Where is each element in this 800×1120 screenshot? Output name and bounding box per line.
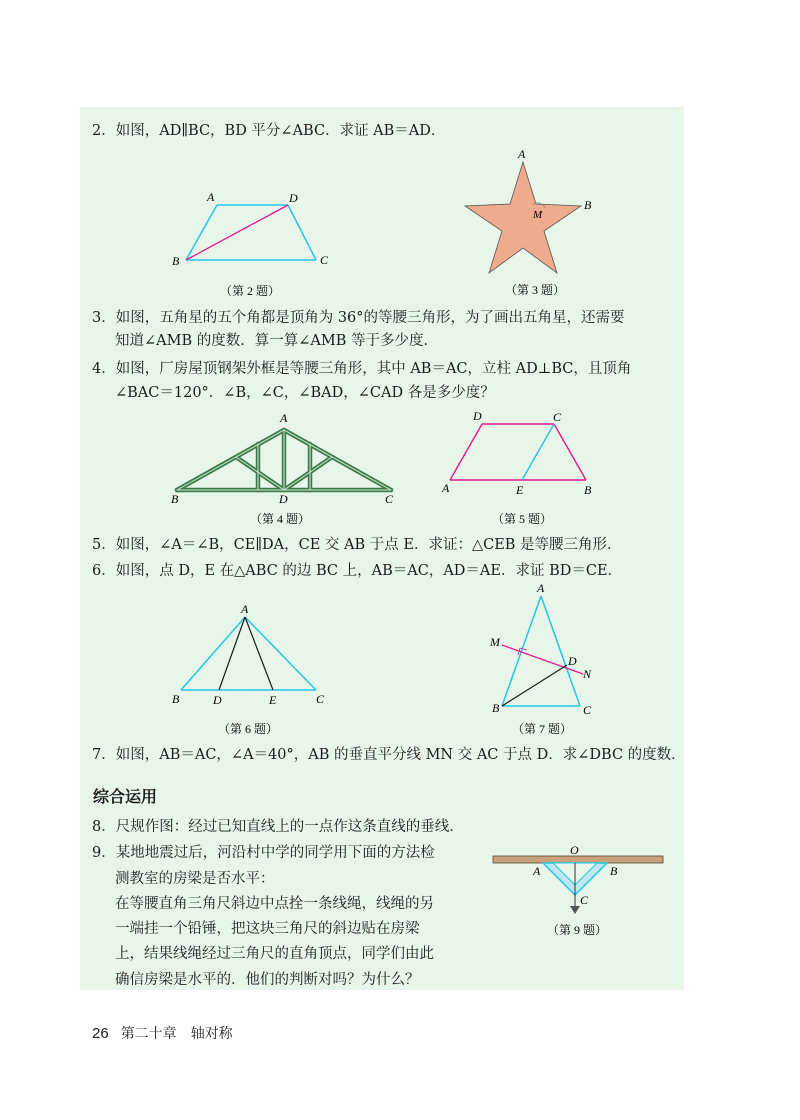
figure-6 — [170, 600, 350, 740]
label-b: B — [610, 864, 618, 878]
problem-3-line-1: 3．如图，五角星的五个角都是顶角为 36°的等腰三角形，为了画出五角星，还需要 — [92, 310, 625, 326]
problem-4-line-1: 4．如图，厂房屋顶钢架外框是等腰三角形，其中 AB＝AC，立柱 AD⊥BC，且顶角 — [92, 361, 632, 377]
segment-ad — [219, 617, 245, 690]
label-c: C — [385, 492, 394, 506]
label-o: O — [570, 843, 579, 857]
problem-7: 7．如图，AB＝AC，∠A＝40°，AB 的垂直平分线 MN 交 AC 于点 D．求∠DBC 的度数． — [92, 747, 686, 763]
figure-4 — [165, 410, 405, 530]
segment-bd — [502, 665, 567, 706]
star-shape — [465, 162, 581, 273]
beam — [493, 856, 663, 863]
caption-2: （第 2 题） — [220, 284, 281, 298]
figure-7 — [480, 580, 630, 740]
label-d: D — [568, 654, 577, 668]
problem-9-line-6: 确信房梁是水平的．他们的判断对吗？为什么？ — [115, 972, 420, 988]
caption-3: （第 3 题） — [505, 283, 566, 297]
problem-3-line-2: 知道∠AMB 的度数．算一算∠AMB 等于多少度． — [115, 333, 438, 349]
problem-6: 6．如图，点 D，E 在△ABC 的边 BC 上，AB＝AC，AD＝AE．求证 BD＝CE． — [92, 563, 623, 579]
label-c: C — [553, 410, 562, 424]
label-c: C — [320, 253, 329, 267]
label-a: A — [537, 581, 545, 595]
segment-ae — [245, 617, 273, 690]
problem-5: 5．如图，∠A＝∠B，CE∥DA，CE 交 AB 于点 E．求证：△CEB 是等腰三角形． — [92, 537, 622, 553]
label-d: D — [279, 492, 288, 506]
section-title: 综合运用 — [93, 787, 158, 806]
label-d: D — [473, 409, 482, 423]
label-a: A — [442, 481, 450, 495]
figure-2 — [160, 185, 360, 303]
figure-5 — [440, 410, 610, 530]
label-c: C — [583, 703, 592, 717]
segment-da — [450, 424, 482, 480]
problem-9-line-3: 在等腰直角三角尺斜边中点拴一条线绳，线绳的另 — [115, 896, 434, 912]
truss-highlight — [177, 430, 391, 490]
figure-9 — [490, 845, 670, 945]
label-a: A — [207, 190, 215, 204]
chapter-number: 第二十章 — [120, 1026, 177, 1042]
chapter-title: 轴对称 — [190, 1026, 233, 1042]
label-e: E — [269, 693, 277, 707]
plumb-bob — [570, 906, 580, 914]
caption-4: （第 4 题） — [250, 512, 311, 526]
label-m: M — [533, 209, 543, 221]
problem-9-line-1: 9．某地地震过后，河沿村中学的同学用下面的方法检 — [92, 845, 435, 861]
label-a: A — [518, 147, 526, 161]
label-b: B — [492, 701, 500, 715]
segment-ac — [245, 617, 316, 690]
problem-9-line-4: 一端挂一个铅锤，把这块三角尺的斜边贴在房梁 — [115, 921, 420, 937]
label-a: A — [241, 602, 249, 616]
label-b: B — [172, 692, 180, 706]
label-n: N — [583, 667, 592, 681]
caption-5: （第 5 题） — [492, 512, 553, 526]
caption-7: （第 7 题） — [512, 722, 573, 736]
problem-2: 2．如图，AD∥BC，BD 平分∠ABC．求证 AB＝AD． — [92, 123, 446, 139]
label-m: M — [490, 635, 500, 649]
problem-4-line-2: ∠BAC＝120°．∠B，∠C，∠BAD，∠CAD 各是多少度？ — [115, 385, 495, 401]
label-c: C — [580, 893, 589, 907]
label-d: D — [213, 693, 222, 707]
label-c: C — [316, 692, 325, 706]
problem-9-line-5: 上，结果线绳经过三角尺的直角顶点，同学们由此 — [115, 946, 434, 962]
label-a: A — [533, 864, 541, 878]
label-a: A — [280, 411, 288, 425]
label-d: D — [289, 191, 298, 205]
segment-ce — [522, 424, 554, 480]
segment-ab — [181, 617, 245, 690]
label-b: B — [584, 483, 592, 497]
label-e: E — [516, 483, 524, 497]
caption-9: （第 9 题） — [547, 923, 608, 937]
segment-ac — [541, 596, 580, 706]
page-footer — [92, 1023, 233, 1043]
problem-8: 8．尺规作图：经过已知直线上的一点作这条直线的垂线． — [92, 819, 464, 835]
segment-dc — [288, 205, 316, 260]
caption-6: （第 6 题） — [218, 722, 279, 736]
figure-3 — [455, 145, 605, 305]
page-number: 26 — [92, 1025, 109, 1042]
label-b: B — [172, 254, 180, 268]
problem-9-line-2: 测教室的房梁是否水平： — [115, 871, 275, 887]
label-b: B — [171, 492, 179, 506]
label-b: B — [584, 198, 592, 212]
segment-cb — [554, 424, 586, 480]
segment-ab — [502, 596, 541, 706]
